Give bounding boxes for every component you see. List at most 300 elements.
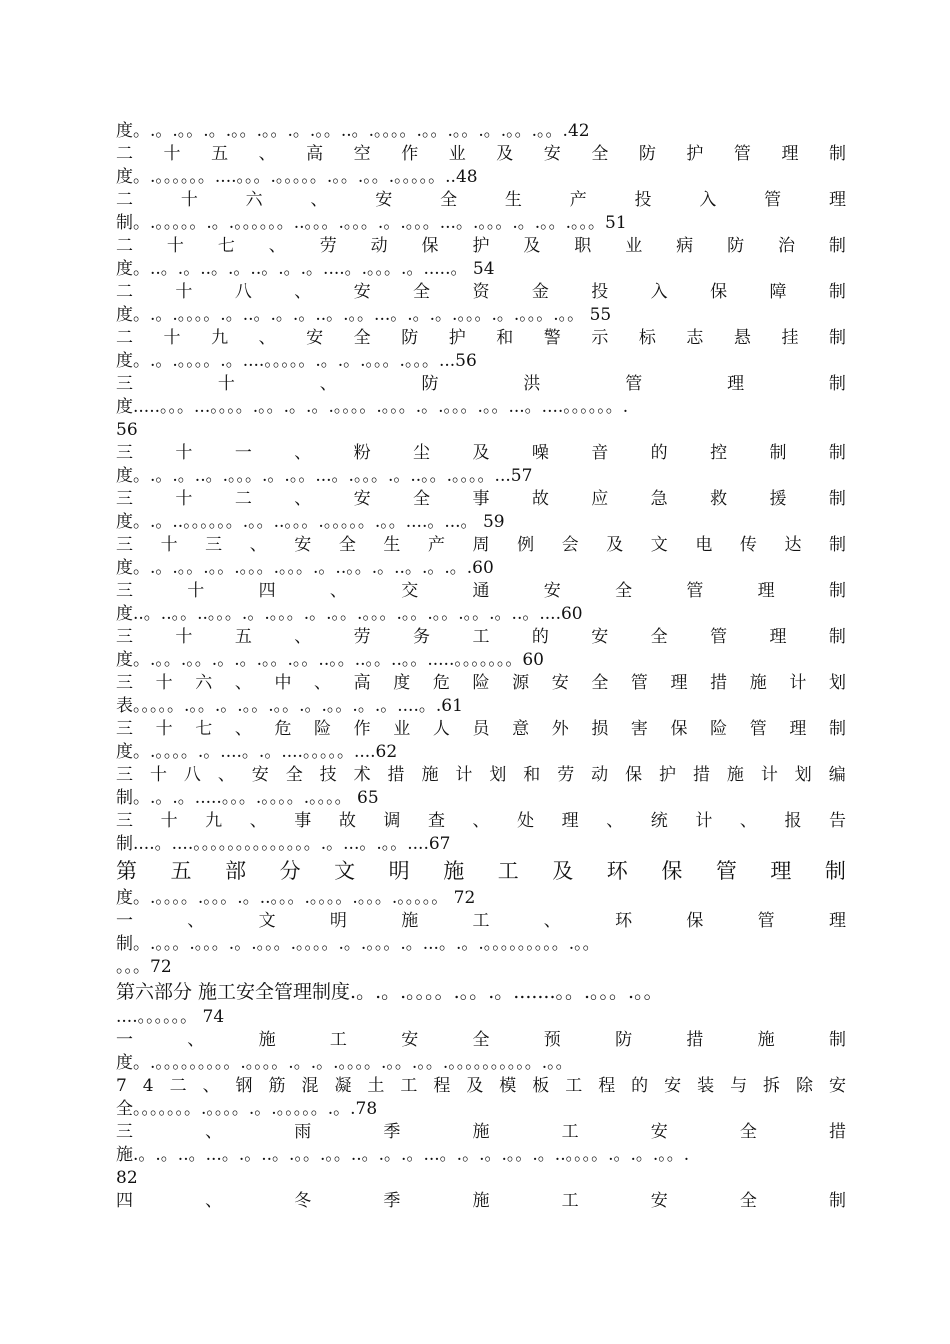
- heading-char: 装: [697, 1076, 715, 1096]
- toc-line: 度。.。.。..。.。。。.。.。。...。.。。。.。..。。.。。。。...57: [116, 466, 533, 486]
- heading-char: 安: [353, 489, 371, 509]
- heading-char: 二: [116, 236, 133, 256]
- heading-char: 二: [169, 1076, 187, 1096]
- heading-char: 、: [234, 673, 252, 693]
- heading-char: 三: [116, 811, 133, 831]
- heading-char: 程: [598, 1076, 616, 1096]
- heading-char: 达: [784, 535, 802, 555]
- heading-char: 、: [294, 282, 312, 302]
- toc-heading: [116, 1029, 846, 1052]
- heading-char: 、: [329, 581, 347, 601]
- heading-char: 三: [116, 443, 133, 463]
- heading-char: 术: [353, 765, 371, 785]
- heading-char: 钢: [235, 1076, 253, 1096]
- heading-char: 编: [828, 765, 846, 785]
- heading-char: 志: [686, 328, 704, 348]
- toc-heading: [116, 1190, 846, 1213]
- heading-char: 全: [739, 1191, 757, 1211]
- heading-char: 安: [251, 765, 269, 785]
- heading-char: 、: [258, 328, 276, 348]
- heading-char: 第: [116, 859, 137, 883]
- heading-char: 三: [116, 489, 133, 509]
- heading-char: 措: [829, 1122, 846, 1142]
- heading-char: 安: [664, 1076, 682, 1096]
- heading-char: 例: [517, 535, 535, 555]
- heading-char: 、: [472, 811, 490, 831]
- heading-char: 十: [175, 443, 193, 463]
- heading-char: 全: [440, 190, 458, 210]
- heading-char: 一: [234, 443, 252, 463]
- heading-char: 应: [591, 489, 609, 509]
- heading-char: 、: [234, 719, 252, 739]
- toc-line: 度.....。。。...。。。。.。。.。.。.。。。。.。。。.。.。。。.。。...。....。。。。。。.: [116, 397, 629, 417]
- heading-char: 的: [531, 627, 549, 647]
- heading-char: 业: [625, 236, 643, 256]
- toc-heading: [116, 373, 846, 396]
- heading-char: 、: [205, 1122, 223, 1142]
- heading-char: 安: [828, 1076, 846, 1096]
- heading-char: 制: [828, 443, 846, 463]
- heading-char: 人: [432, 719, 450, 739]
- toc-line: 度。..。.。..。.。..。.。.。....。.。。。.。.....。 54: [116, 259, 495, 279]
- heading-char: 劳: [319, 236, 337, 256]
- heading-char: 六: [245, 190, 263, 210]
- heading-char: 八: [183, 765, 201, 785]
- heading-char: 七: [217, 236, 235, 256]
- heading-char: 及: [523, 236, 541, 256]
- heading-char: 挂: [781, 328, 799, 348]
- toc-line: 度。.。.。。.。.。。.。。.。.。。..。.。。。。.。。.。。.。.。。.。。.42: [116, 121, 590, 141]
- heading-char: 季: [383, 1191, 401, 1211]
- heading-char: 防: [615, 1030, 633, 1050]
- heading-char: 作: [353, 719, 371, 739]
- heading-char: 防: [727, 236, 745, 256]
- heading-char: 管: [710, 627, 728, 647]
- heading-char: 九: [205, 811, 223, 831]
- heading-char: 凝: [334, 1076, 352, 1096]
- heading-char: 产: [427, 535, 445, 555]
- heading-char: 全: [338, 535, 356, 555]
- heading-char: 管: [715, 859, 737, 883]
- toc-page-number: 。。。72: [116, 957, 172, 977]
- heading-char: 保: [670, 719, 688, 739]
- heading-char: 报: [784, 811, 802, 831]
- heading-char: 安: [401, 1030, 419, 1050]
- heading-char: 全: [413, 282, 431, 302]
- heading-char: 中: [274, 673, 292, 693]
- heading-char: 、: [310, 190, 328, 210]
- heading-char: 高: [306, 144, 324, 164]
- heading-char: 十: [163, 144, 181, 164]
- heading-char: 、: [205, 1191, 223, 1211]
- heading-char: 务: [413, 627, 431, 647]
- heading-char: 文: [334, 859, 356, 883]
- heading-char: 十: [175, 489, 193, 509]
- heading-char: 三: [116, 1122, 133, 1142]
- heading-char: 保: [710, 282, 728, 302]
- heading-char: 噪: [531, 443, 549, 463]
- heading-char: 制: [769, 443, 787, 463]
- heading-char: 冬: [294, 1191, 312, 1211]
- heading-char: 板: [532, 1076, 550, 1096]
- heading-char: 三: [116, 535, 133, 555]
- heading-char: 防: [401, 328, 419, 348]
- heading-char: 、: [268, 236, 286, 256]
- heading-char: 、: [187, 1030, 205, 1050]
- toc-line: 制....。....。。。。。。。。。。。。。。.。...。.。。....67: [116, 834, 451, 854]
- heading-char: 治: [777, 236, 795, 256]
- heading-char: 资: [472, 282, 490, 302]
- heading-char: 制: [828, 627, 846, 647]
- toc-page-number: 56: [116, 420, 138, 440]
- heading-char: 、: [314, 673, 332, 693]
- toc-line: 度。.。.。。.。。.。。。.。。。.。..。。.。..。.。.。.60: [116, 558, 494, 578]
- heading-char: 五: [170, 859, 192, 883]
- heading-char: 全: [591, 144, 609, 164]
- heading-char: 划: [828, 673, 846, 693]
- heading-char: 施: [726, 765, 744, 785]
- heading-char: 理: [781, 144, 799, 164]
- heading-char: 二: [116, 190, 133, 210]
- heading-char: 劳: [557, 765, 575, 785]
- toc-heading: [116, 1075, 846, 1098]
- heading-char: 、: [217, 765, 235, 785]
- toc-line: 度..。..。。..。。。.。.。。。.。.。。.。。。.。。.。。.。。.。..。....60: [116, 604, 583, 624]
- heading-char: 危: [274, 719, 292, 739]
- heading-char: 管: [749, 719, 767, 739]
- heading-char: 救: [710, 489, 728, 509]
- heading-char: 理: [727, 374, 745, 394]
- heading-char: 环: [606, 859, 628, 883]
- heading-char: 五: [234, 627, 252, 647]
- heading-char: 措: [692, 765, 710, 785]
- toc-heading: [116, 534, 846, 557]
- heading-char: 告: [829, 811, 846, 831]
- toc-line: 制。.。。。.。。。.。.。。。.。。。。.。.。。。.。...。.。.。。。。。。。。。.。。: [116, 934, 600, 954]
- heading-char: 二: [116, 144, 133, 164]
- heading-char: 八: [234, 282, 252, 302]
- heading-char: 会: [561, 535, 579, 555]
- heading-char: 九: [211, 328, 229, 348]
- heading-char: 工: [561, 1191, 579, 1211]
- heading-char: 管: [757, 911, 775, 931]
- heading-char: 险: [314, 719, 332, 739]
- heading-char: 十: [175, 282, 193, 302]
- heading-char: 三: [116, 374, 133, 394]
- toc-heading: [116, 580, 846, 603]
- heading-char: 、: [249, 535, 267, 555]
- heading-char: 计: [455, 765, 473, 785]
- heading-char: 、: [294, 627, 312, 647]
- toc-line: 制。.。。。。。.。.。。。。。。..。。。.。。。.。.。。。...。.。。。.。.。。.。。。51: [116, 213, 627, 233]
- heading-char: 施: [749, 673, 767, 693]
- heading-char: 防: [421, 374, 439, 394]
- heading-char: 分: [279, 859, 301, 883]
- heading-char: 安: [306, 328, 324, 348]
- heading-char: 理: [770, 859, 792, 883]
- heading-char: 职: [574, 236, 592, 256]
- heading-char: 产: [569, 190, 587, 210]
- toc-heading: [116, 235, 846, 258]
- heading-char: 业: [393, 719, 411, 739]
- heading-char: 安: [551, 673, 569, 693]
- heading-char: 划: [794, 765, 812, 785]
- heading-char: 安: [294, 535, 312, 555]
- heading-char: 土: [367, 1076, 385, 1096]
- heading-char: 保: [625, 765, 643, 785]
- heading-char: 标: [638, 328, 656, 348]
- heading-char: 作: [401, 144, 419, 164]
- heading-char: 安: [543, 144, 561, 164]
- toc-line: ....。。。。。。 74: [116, 1007, 225, 1027]
- heading-char: 投: [634, 190, 652, 210]
- heading-char: 度: [393, 673, 411, 693]
- heading-char: 安: [650, 1122, 668, 1142]
- heading-char: 管: [764, 190, 782, 210]
- heading-char: 六: [195, 673, 213, 693]
- heading-char: 急: [650, 489, 668, 509]
- heading-char: 一: [116, 1030, 133, 1050]
- heading-char: 制: [829, 1191, 846, 1211]
- heading-char: 金: [531, 282, 549, 302]
- heading-char: 措: [387, 765, 405, 785]
- heading-char: 外: [551, 719, 569, 739]
- toc-heading: [116, 672, 846, 695]
- heading-char: 、: [294, 443, 312, 463]
- toc-heading: [116, 626, 846, 649]
- heading-char: 施: [258, 1030, 276, 1050]
- heading-char: 措: [686, 1030, 704, 1050]
- heading-char: 十: [155, 719, 173, 739]
- heading-char: 管: [630, 673, 648, 693]
- heading-char: 的: [650, 443, 668, 463]
- heading-char: 理: [670, 673, 688, 693]
- toc-line: 施.。.。..。...。.。..。.。。.。。..。.。.。...。.。.。.。。.。..。。。。.。.。.。。.: [116, 1145, 690, 1165]
- heading-char: 示: [591, 328, 609, 348]
- heading-char: 4: [142, 1076, 154, 1096]
- toc-line: 全。。。。。。。.。。。。.。.。。。。。.。.78: [116, 1099, 378, 1119]
- heading-char: 十: [163, 328, 181, 348]
- heading-char: 十: [217, 374, 235, 394]
- heading-char: 十: [160, 811, 178, 831]
- toc-heading: [116, 281, 846, 304]
- heading-char: 三: [116, 627, 133, 647]
- toc-line: 度。.。.。。。。.。..。.。.。..。.。。...。.。.。.。。。.。.。。。.。。 55: [116, 305, 612, 325]
- heading-char: 十: [160, 535, 178, 555]
- heading-char: 工: [329, 1030, 347, 1050]
- heading-char: 害: [630, 719, 648, 739]
- heading-char: 安: [591, 627, 609, 647]
- heading-char: 管: [686, 581, 704, 601]
- toc-heading: [116, 189, 846, 212]
- heading-char: 制: [828, 719, 846, 739]
- heading-char: 制: [828, 489, 846, 509]
- heading-char: 明: [388, 859, 410, 883]
- heading-char: 入: [699, 190, 717, 210]
- heading-char: 险: [472, 673, 490, 693]
- heading-char: 除: [796, 1076, 813, 1096]
- heading-char: 理: [757, 581, 775, 601]
- heading-char: 全: [472, 1030, 490, 1050]
- heading-char: 、: [606, 811, 624, 831]
- heading-char: 及: [496, 144, 514, 164]
- heading-char: 、: [543, 911, 561, 931]
- heading-char: 安: [650, 1191, 668, 1211]
- heading-char: 入: [650, 282, 668, 302]
- heading-char: 警: [543, 328, 561, 348]
- toc-heading: [116, 1121, 846, 1144]
- heading-char: 与: [730, 1076, 748, 1096]
- heading-char: 全: [413, 489, 431, 509]
- toc-heading: [116, 910, 846, 933]
- heading-char: 施: [757, 1030, 775, 1050]
- heading-char: 混: [301, 1076, 319, 1096]
- heading-char: 筋: [268, 1076, 286, 1096]
- toc-heading: [116, 143, 846, 166]
- toc-line: 度。.。。。。。。....。。。.。。。。。.。。.。。.。。。。。..48: [116, 167, 478, 187]
- heading-char: 的: [631, 1076, 649, 1096]
- toc-line: 制。.。.。.....。。。.。。。。.。。。。 65: [116, 788, 379, 808]
- heading-char: 安: [543, 581, 561, 601]
- heading-char: 程: [433, 1076, 451, 1096]
- heading-char: 全: [285, 765, 303, 785]
- toc-heading: [116, 442, 846, 465]
- heading-char: 保: [421, 236, 439, 256]
- heading-char: 四: [258, 581, 276, 601]
- heading-char: 及: [472, 443, 490, 463]
- heading-char: 制: [828, 1030, 846, 1050]
- heading-char: 劳: [353, 627, 371, 647]
- heading-char: 周: [472, 535, 490, 555]
- heading-char: 二: [234, 489, 252, 509]
- heading-char: 管: [733, 144, 751, 164]
- heading-char: 五: [211, 144, 229, 164]
- heading-char: 源: [512, 673, 530, 693]
- heading-char: 全: [591, 673, 609, 693]
- heading-char: 生: [504, 190, 522, 210]
- heading-char: 、: [187, 911, 205, 931]
- heading-char: 悬: [733, 328, 751, 348]
- heading-char: 措: [710, 673, 728, 693]
- heading-char: 预: [543, 1030, 561, 1050]
- heading-char: 部: [225, 859, 247, 883]
- heading-char: 尘: [413, 443, 431, 463]
- heading-char: 三: [205, 535, 223, 555]
- heading-char: 、: [258, 144, 276, 164]
- heading-char: 明: [329, 911, 347, 931]
- heading-char: 十: [175, 627, 193, 647]
- heading-char: 全: [615, 581, 633, 601]
- heading-char: 护: [472, 236, 490, 256]
- heading-char: 安: [353, 282, 371, 302]
- heading-char: 理: [789, 719, 807, 739]
- heading-char: 三: [116, 765, 133, 785]
- heading-char: 空: [353, 144, 371, 164]
- heading-char: 施: [472, 1191, 490, 1211]
- heading-char: 高: [353, 673, 371, 693]
- heading-char: 查: [427, 811, 445, 831]
- heading-char: 全: [739, 1122, 757, 1142]
- heading-char: 险: [710, 719, 728, 739]
- toc-line: 度。.。。。。。。。。。.。。。。.。.。.。。。。.。。.。。.。。。。。。。。。。.。。: [116, 1053, 573, 1073]
- heading-char: 计: [695, 811, 713, 831]
- heading-char: 二: [116, 282, 133, 302]
- heading-char: 、: [319, 374, 337, 394]
- heading-char: 理: [828, 190, 846, 210]
- heading-char: 技: [319, 765, 337, 785]
- heading-char: 制: [828, 144, 846, 164]
- heading-char: 一: [116, 911, 133, 931]
- toc-line: 度。.。。。。.。....。.。....。。。。。....62: [116, 742, 398, 762]
- heading-char: 及: [606, 535, 624, 555]
- heading-char: 传: [739, 535, 757, 555]
- heading-char: 制: [829, 535, 846, 555]
- heading-char: 十: [180, 190, 198, 210]
- heading-char: 环: [615, 911, 633, 931]
- toc-page-number: 82: [116, 1168, 138, 1188]
- heading-char: 制: [828, 374, 846, 394]
- toc-heading: [116, 488, 846, 511]
- heading-char: 障: [769, 282, 787, 302]
- heading-char: 护: [659, 765, 676, 785]
- heading-char: 划: [489, 765, 507, 785]
- heading-char: 施: [401, 911, 419, 931]
- toc-line: 度。.。。.。。.。.。.。。.。。..。。..。。..。。.....。。。。。。。60: [116, 650, 544, 670]
- heading-char: 及: [466, 1076, 484, 1096]
- heading-char: 护: [448, 328, 466, 348]
- heading-char: 管: [625, 374, 643, 394]
- heading-char: 十: [155, 673, 173, 693]
- heading-char: 粉: [353, 443, 371, 463]
- heading-char: 施: [443, 859, 465, 883]
- heading-char: 及: [552, 859, 574, 883]
- heading-char: 文: [650, 535, 668, 555]
- heading-char: 和: [496, 328, 514, 348]
- toc-heading: [116, 810, 846, 833]
- heading-char: 事: [472, 489, 490, 509]
- heading-char: 故: [338, 811, 356, 831]
- heading-char: 三: [116, 719, 133, 739]
- heading-char: 、: [294, 489, 312, 509]
- heading-char: 三: [116, 673, 133, 693]
- heading-char: 保: [661, 859, 683, 883]
- heading-char: 统: [650, 811, 668, 831]
- toc-heading: [116, 327, 846, 350]
- heading-char: 交: [401, 581, 419, 601]
- heading-char: 理: [769, 627, 787, 647]
- heading-char: 计: [789, 673, 807, 693]
- heading-char: 和: [523, 765, 541, 785]
- heading-char: 动: [370, 236, 388, 256]
- heading-char: 业: [448, 144, 466, 164]
- heading-char: 危: [432, 673, 450, 693]
- heading-char: 7: [116, 1076, 127, 1096]
- toc-line: 表。。。。。.。。.。.。。.。。.。.。。.。.。....。.61: [116, 696, 463, 716]
- heading-char: 三: [116, 581, 133, 601]
- heading-char: 制: [824, 859, 846, 883]
- heading-char: 音: [591, 443, 609, 463]
- heading-char: 二: [116, 328, 133, 348]
- heading-char: 模: [499, 1076, 517, 1096]
- heading-char: 制: [828, 581, 846, 601]
- heading-char: 防: [638, 144, 656, 164]
- heading-char: 雨: [294, 1122, 312, 1142]
- heading-char: 施: [421, 765, 439, 785]
- heading-char: 故: [531, 489, 549, 509]
- heading-char: 保: [686, 911, 704, 931]
- heading-char: 调: [383, 811, 401, 831]
- heading-char: 文: [258, 911, 276, 931]
